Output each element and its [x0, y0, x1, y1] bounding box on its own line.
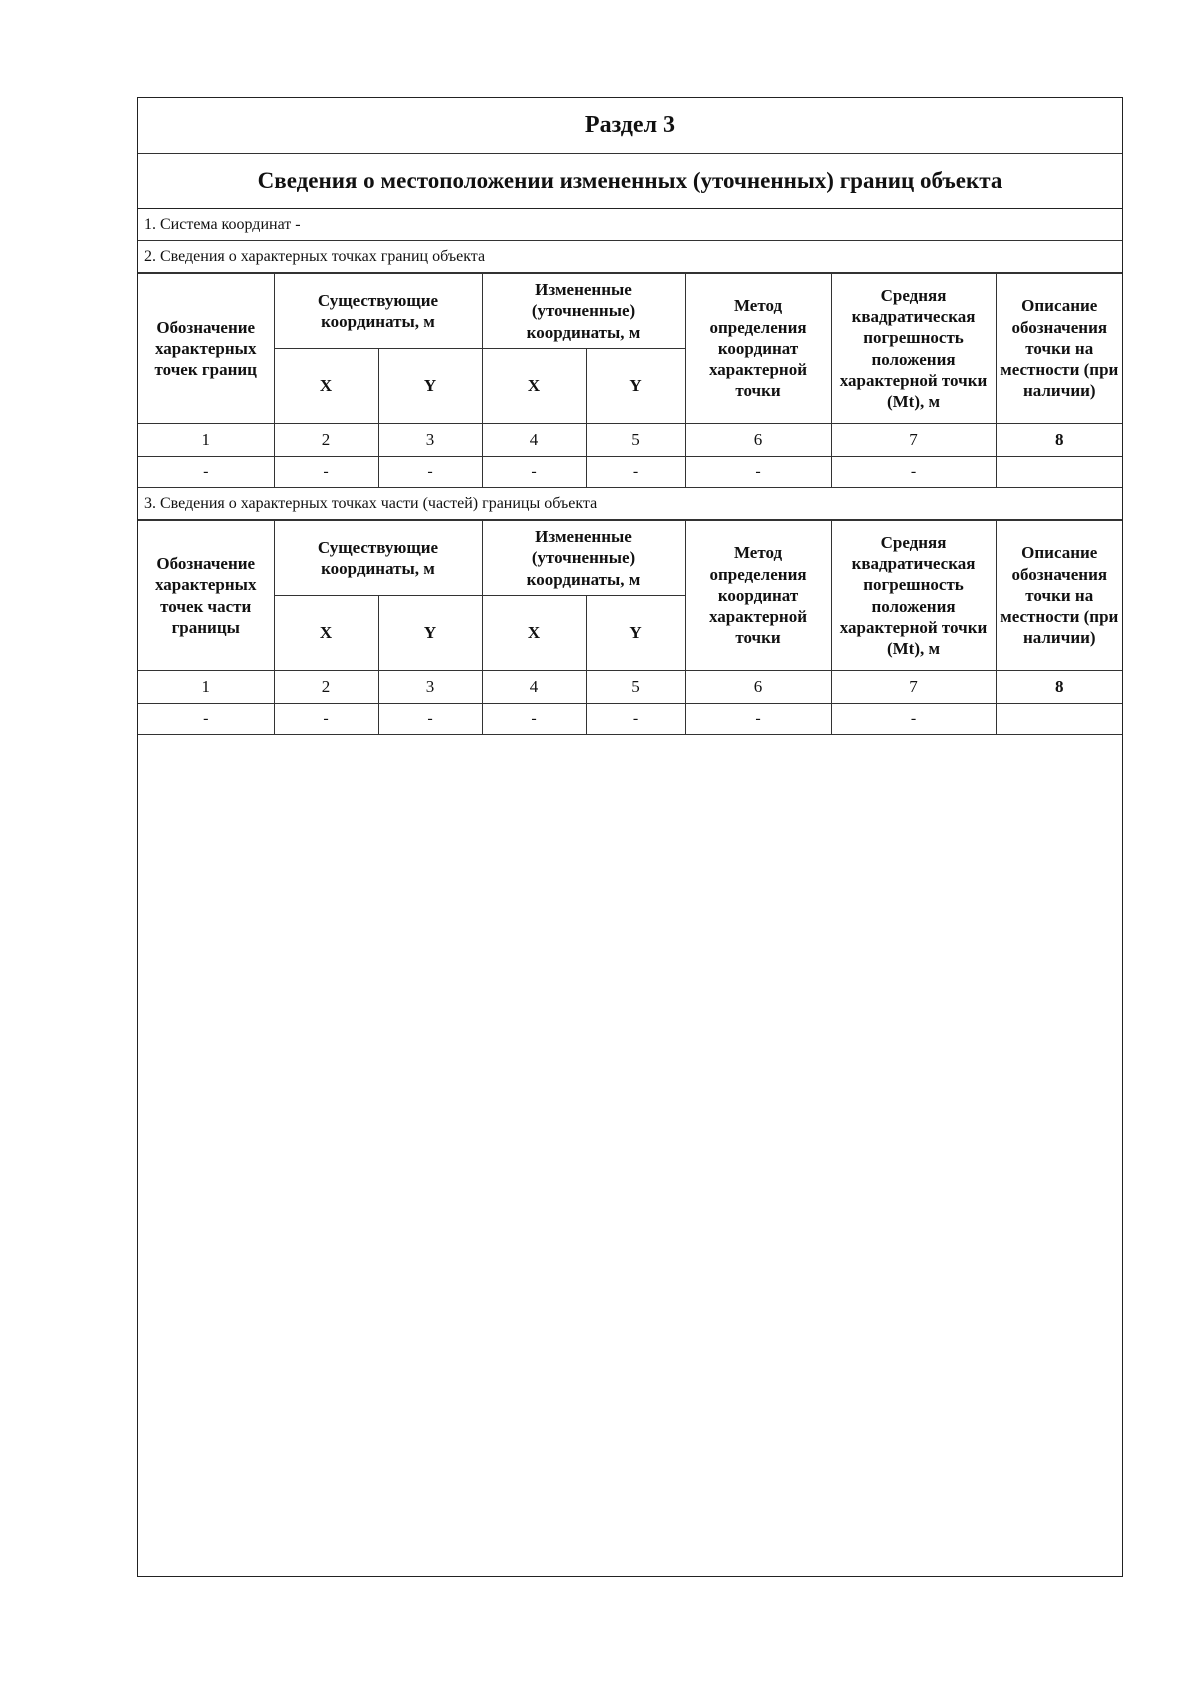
table2-row	[138, 704, 1122, 735]
table2-number: 3	[378, 671, 482, 704]
table1-header-changed: Измененные (уточненные) координаты, м	[482, 274, 685, 349]
table2-cell: -	[482, 704, 586, 735]
table1-row	[138, 457, 1122, 488]
table1-cell: -	[586, 457, 685, 488]
table1-header-changed-x: X	[482, 349, 586, 424]
table1-cell: -	[831, 457, 996, 488]
table1-number: 1	[138, 424, 274, 457]
table1-number: 6	[685, 424, 831, 457]
table2-cell: -	[378, 704, 482, 735]
table1-header-existing-x: X	[274, 349, 378, 424]
table2	[138, 520, 1122, 735]
table2-cell: -	[274, 704, 378, 735]
table2-cell: -	[685, 704, 831, 735]
section-title: Раздел 3	[138, 98, 1122, 154]
table1	[138, 273, 1122, 488]
table2-header-changed-y: Y	[586, 596, 685, 671]
table2-number: 8	[996, 671, 1122, 704]
table2-number: 1	[138, 671, 274, 704]
table2-number: 2	[274, 671, 378, 704]
table1-number: 3	[378, 424, 482, 457]
table2-cell: -	[138, 704, 274, 735]
table2-header-existing-y: Y	[378, 596, 482, 671]
table1-header-description: Описание обозначения точки на местности (при наличии)	[996, 274, 1122, 424]
table1-number: 8	[996, 424, 1122, 457]
table2-cell	[996, 704, 1122, 735]
table2-number: 6	[685, 671, 831, 704]
table2-number-row	[138, 671, 1122, 704]
table2-header-method: Метод определения координат характерной точки	[685, 521, 831, 671]
table1-header-existing-y: Y	[378, 349, 482, 424]
table1-header-method: Метод определения координат характерной точки	[685, 274, 831, 424]
table1-number: 7	[831, 424, 996, 457]
coord-system-line: 1. Система координат -	[138, 209, 1122, 241]
table1-cell	[996, 457, 1122, 488]
table2-cell: -	[586, 704, 685, 735]
table1-cell: -	[138, 457, 274, 488]
table2-caption: 3. Сведения о характерных точках части (частей) границы объекта	[138, 488, 1122, 520]
table1-caption: 2. Сведения о характерных точках границ объекта	[138, 241, 1122, 273]
table1-number-row	[138, 424, 1122, 457]
table2-header-existing-x: X	[274, 596, 378, 671]
table2-header-changed: Измененные (уточненные) координаты, м	[482, 521, 685, 596]
table2-header-description: Описание обозначения точки на местности (при наличии)	[996, 521, 1122, 671]
table1-cell: -	[274, 457, 378, 488]
table1-header-changed-y: Y	[586, 349, 685, 424]
table2-number: 7	[831, 671, 996, 704]
table2-header-designation: Обозначение характерных точек части границы	[138, 521, 274, 671]
document-frame	[137, 97, 1123, 1577]
table2-header-error: Средняя квадратическая погрешность положения характерной точки (Mt), м	[831, 521, 996, 671]
table1-cell: -	[685, 457, 831, 488]
table2-number: 4	[482, 671, 586, 704]
table1-cell: -	[378, 457, 482, 488]
table1-number: 4	[482, 424, 586, 457]
table2-header-existing: Существующие координаты, м	[274, 521, 482, 596]
table2-cell: -	[831, 704, 996, 735]
table1-header-error: Средняя квадратическая погрешность положения характерной точки (Mt), м	[831, 274, 996, 424]
table1-number: 2	[274, 424, 378, 457]
table2-number: 5	[586, 671, 685, 704]
table1-header-existing: Существующие координаты, м	[274, 274, 482, 349]
section-subtitle: Сведения о местоположении измененных (уточненных) границ объекта	[138, 154, 1122, 209]
table1-cell: -	[482, 457, 586, 488]
table1-number: 5	[586, 424, 685, 457]
table2-header-changed-x: X	[482, 596, 586, 671]
table1-header-designation: Обозначение характерных точек границ	[138, 274, 274, 424]
